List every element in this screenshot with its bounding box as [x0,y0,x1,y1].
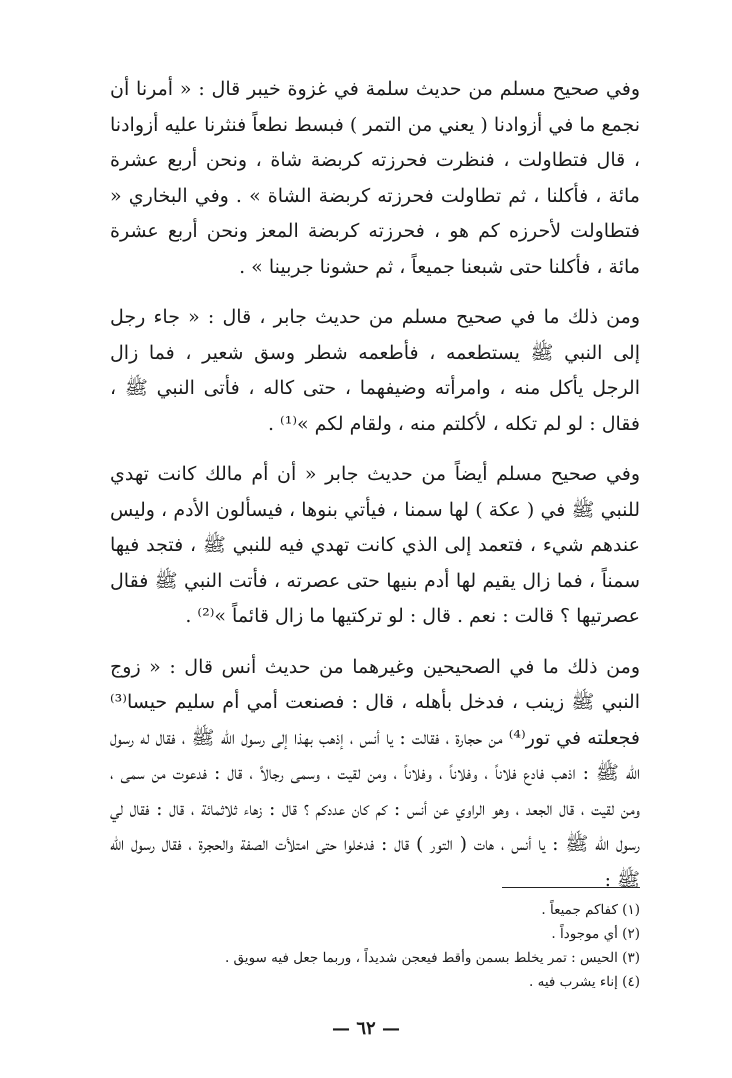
paragraph-umm-malik: وفي صحيح مسلم أيضاً من حديث جابر « أن أم مالك كانت تهدي للنبي ﷺ في ( عكة ) لها سمنا ، فيأتي بنوها ، فيسألون الأدم ، وليس عندهم شيء ، فتعمد إلى الذي كانت تهدي فيه للنبي ﷺ ، فتجد فيها سمناً ، فما زال يقيم لها أدم بنيها حتى عصرته ، فأتت النبي ﷺ فقال عصرتيها ؟ قالت : نعم . قال : لو تركتيها ما زال قائماً »⁽²⁾ . [110,463,640,627]
paragraph-salama-khaybar: وفي صحيح مسلم من حديث سلمة في غزوة خيبر قال : « أمرنا أن نجمع ما في أزوادنا ( يعني من التمر ) فبسط نطعاً فنثرنا عليه أزوادنا ، قال فتطاولت ، فنظرت فحرزته كربضة شاة ، ونحن أربع عشرة مائة ، فأكلنا ، ثم تطاولت فحرزته كربضة الشاة » . وفي البخاري « فتطاولت لأحرزه كم هو ، فحرزته كربضة المعز ونحن أربع عشرة مائة ، فأكلنا حتى شبعنا جميعاً ، ثم حشونا جربينا » . [110,78,640,278]
footnote-4: (٤) إناء يشرب فيه . [529,974,640,990]
page-number: — ٦٢ — [332,1018,400,1039]
footnote-separator [502,887,640,888]
footnotes-list [110,898,640,994]
footnote-2: (٢) أي موجوداً . [551,926,640,942]
footnote-3: (٣) الحيس : تمر يخلط بسمن وأقط فيعجن شديداً ، وربما جعل فيه سويق . [224,950,640,966]
paragraph-jabir-sha-ir: ومن ذلك ما في صحيح مسلم من حديث جابر ، قال : « جاء رجل إلى النبي ﷺ يستطعمه ، فأطعمه شطر وسق شعير ، فما زال الرجل يأكل منه ، وامرأته وضيفهما ، حتى كاله ، فأتى النبي ﷺ ، فقال : لو لم تكله ، لأكلتم منه ، ولقام لكم »⁽¹⁾ . [110,306,640,435]
paragraph-anas-zaynab: ومن ذلك ما في الصحيحين وغيرهما من حديث أنس قال : « زوج النبي ﷺ زينب ، فدخل بأهله ، قال : فصنعت أمي أم سليم حيسا⁽³⁾ فجعلته في تور⁽⁴⁾ من حجارة ، فقالت : يا أنس ، إذهب بهذا إلى رسول الله ﷺ ، فقال له رسول الله ﷺ : اذهب فادع فلاناً ، وفلاناً ، وفلاناً ، ومن لقيت ، وسمى رجالاً ، قال : فدعوت من سمى ، ومن لقيت ، قال الجعد ، وهو الراوي عن أنس : كم كان عددكم ؟ قال : زهاء ثلاثمائة ، قال : فقال لي رسول الله ﷺ : يا أنس ، هات ( التور ) قال : فدخلوا حتى امتلأت الصفة والحجرة ، فقال رسول الله ﷺ : [110,655,641,891]
main-text [110,72,640,898]
footnote-1: (١) كفاكم جميعاً . [541,902,640,918]
